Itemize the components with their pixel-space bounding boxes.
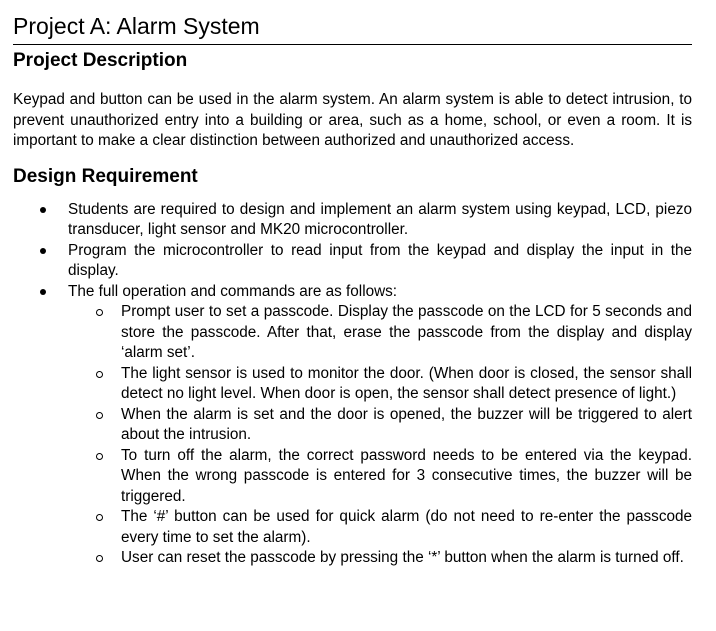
operation-item [13,446,692,508]
requirement-heading: Design Requirement [13,165,198,187]
document-title: Project A: Alarm System [13,11,692,45]
requirement-text: The full operation and commands are as follows: [68,282,398,300]
operation-text: Prompt user to set a passcode. Display the passcode on the LCD for 5 seconds and store the passcode. After that, erase the passcode from the display and display ‘alarm set’. [121,303,692,361]
hollow-bullet-icon [96,309,103,316]
requirement-item [13,241,692,282]
requirement-item [13,282,692,303]
requirement-list [13,200,692,303]
description-paragraph: Keypad and button can be used in the alarm system. An alarm system is able to detect intrusion, to prevent unauthorized entry into a building or area, such as a home, school, or even a room. It is important to make a clear distinction between authorized and unauthorized access. [13,91,692,149]
operation-list [13,302,692,569]
operation-item [13,405,692,446]
description-heading: Project Description [13,50,188,71]
bullet-icon [40,289,46,295]
hollow-bullet-icon [96,555,103,562]
operation-item [13,507,692,548]
requirement-item [13,200,692,241]
operation-item [13,364,692,405]
hollow-bullet-icon [96,514,103,521]
operation-item [13,302,692,364]
operation-text: To turn off the alarm, the correct password needs to be entered via the keypad. When the wrong passcode is entered for 3 consecutive times, the buzzer will be triggered. [121,446,692,505]
document-page [13,11,692,569]
hollow-bullet-icon [96,453,103,460]
hollow-bullet-icon [96,412,103,419]
requirement-text: Program the microcontroller to read input from the keypad and display the input in the display. [68,241,692,279]
hollow-bullet-icon [96,371,103,378]
operation-text: User can reset the passcode by pressing the ‘*’ button when the alarm is turned off. [121,549,684,566]
operation-text: The ‘#’ button can be used for quick alarm (do not need to re-enter the passcode every time to set the alarm). [121,508,692,546]
bullet-icon [40,207,46,213]
operation-text: When the alarm is set and the door is opened, the buzzer will be triggered to alert about the intrusion. [121,405,692,443]
requirement-text: Students are required to design and implement an alarm system using keypad, LCD, piezo transducer, light sensor and MK20 microcontroller. [68,200,692,238]
operation-text: The light sensor is used to monitor the door. (When door is closed, the sensor shall detect no light level. When door is open, the sensor shall detect presence of light.) [121,364,692,402]
operation-item [13,548,692,569]
bullet-icon [40,248,46,254]
